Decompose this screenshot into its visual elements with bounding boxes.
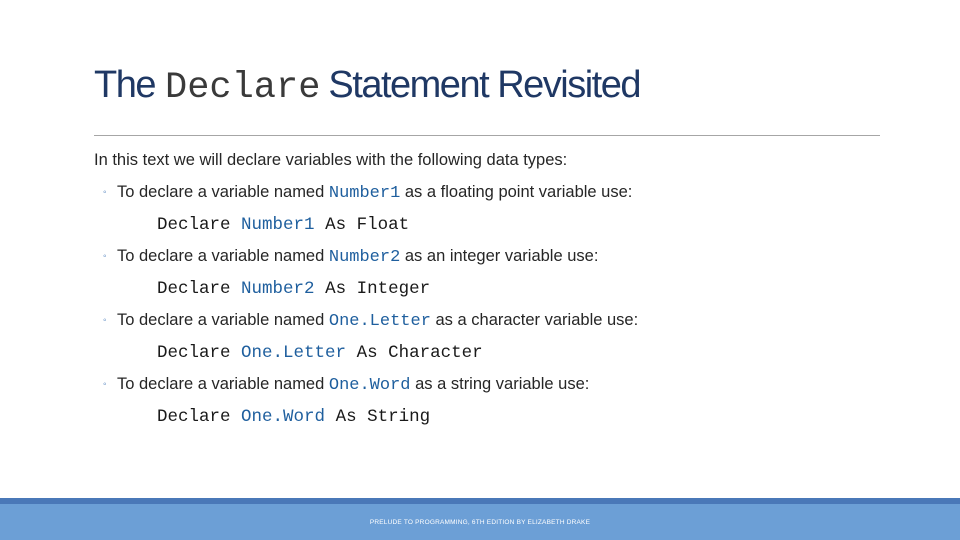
- code-variable: Number1: [241, 215, 315, 235]
- code-as: As: [325, 279, 347, 299]
- bullet-marker: ◦: [103, 379, 107, 390]
- bullet-variable: Number1: [328, 184, 401, 203]
- code-variable: One.Word: [241, 407, 326, 427]
- slide-title: [94, 64, 640, 109]
- code-keyword: Declare: [157, 407, 231, 427]
- intro-text: In this text we will declare variables with the following data types:: [94, 151, 568, 169]
- footer-text: PRELUDE TO PROGRAMMING, 6TH EDITION BY ELIZABETH DRAKE: [369, 519, 591, 526]
- bullet-item-3: [103, 311, 638, 331]
- bullet-post: as a floating point variable use:: [400, 183, 633, 201]
- bullet-pre: To declare a variable named: [117, 311, 329, 329]
- bullet-item-4: [103, 375, 589, 395]
- bullet-post: as an integer variable use:: [400, 247, 599, 265]
- code-line-2: [157, 279, 430, 299]
- bullet-post: as a string variable use:: [410, 375, 590, 393]
- code-line-4: [157, 407, 430, 427]
- title-part-2: Statement Revisited: [328, 64, 640, 106]
- title-code-word: Declare: [164, 67, 321, 109]
- bullet-pre: To declare a variable named: [117, 183, 329, 201]
- bullet-marker: ◦: [103, 315, 107, 326]
- bullet-post: as a character variable use:: [430, 311, 639, 329]
- title-divider: [94, 135, 880, 136]
- code-type: Float: [356, 215, 410, 235]
- bullet-marker: ◦: [103, 187, 107, 198]
- code-as: As: [335, 407, 357, 427]
- code-keyword: Declare: [157, 279, 231, 299]
- code-variable: Number2: [241, 279, 315, 299]
- code-type: String: [367, 407, 431, 427]
- code-type: Character: [388, 343, 483, 363]
- code-as: As: [356, 343, 378, 363]
- bullet-pre: To declare a variable named: [117, 375, 329, 393]
- bullet-pre: To declare a variable named: [117, 247, 329, 265]
- code-keyword: Declare: [157, 215, 231, 235]
- bullet-variable: One.Letter: [328, 312, 431, 331]
- code-line-1: [157, 215, 409, 235]
- code-as: As: [325, 215, 347, 235]
- title-part-1: The: [94, 64, 155, 106]
- code-line-3: [157, 343, 483, 363]
- bullet-variable: Number2: [328, 248, 401, 267]
- code-variable: One.Letter: [241, 343, 347, 363]
- bullet-item-2: [103, 247, 598, 267]
- code-keyword: Declare: [157, 343, 231, 363]
- code-type: Integer: [356, 279, 431, 299]
- bullet-marker: ◦: [103, 251, 107, 262]
- bullet-item-1: [103, 183, 632, 203]
- bullet-variable: One.Word: [328, 376, 411, 395]
